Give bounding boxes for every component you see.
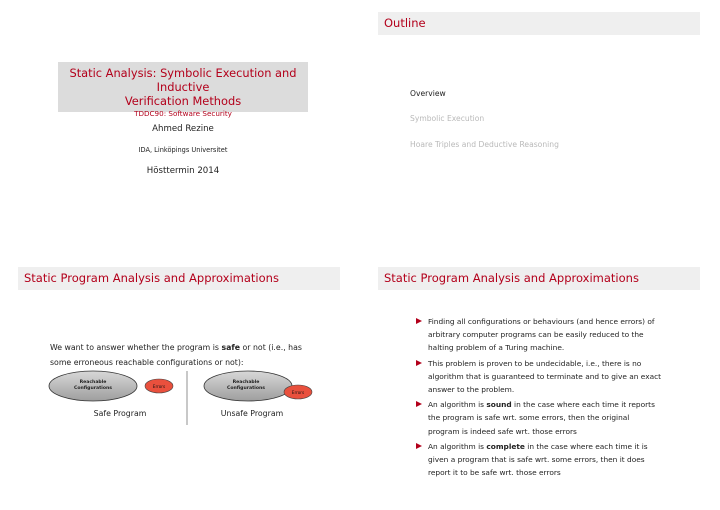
- outline-item-symbolic-execution[interactable]: Symbolic Execution: [410, 114, 485, 123]
- bullet-text-part: in the case where each time it reports: [511, 400, 655, 410]
- outline-item-hoare-triples[interactable]: Hoare Triples and Deductive Reasoning: [410, 140, 559, 149]
- question-text-part: We want to answer whether the program is: [50, 343, 222, 352]
- sound-keyword: sound: [486, 400, 512, 410]
- bullet-line: the program is safe wrt. some errors, then the original: [428, 413, 630, 423]
- errors-label: Errors: [291, 390, 305, 395]
- bullet-complete: [416, 440, 678, 480]
- bullet-line: [428, 440, 678, 453]
- bullet-line: program is indeed safe wrt. those errors: [428, 426, 577, 436]
- bullet-line: Finding all configurations or behaviours (and hence errors) of: [428, 317, 655, 326]
- title-line-2: Verification Methods: [124, 94, 242, 108]
- title-slide: [18, 10, 348, 245]
- bullet-text-part: in the case where each time it is: [524, 441, 648, 451]
- bullet-text-part: An algorithm is: [428, 441, 487, 451]
- title-box: [58, 62, 308, 118]
- title-line-1: Static Analysis: Symbolic Execution and Inductive: [69, 66, 297, 94]
- slide-title: Static Program Analysis and Approximations: [18, 267, 340, 290]
- complete-keyword: complete: [486, 441, 525, 451]
- bullet-line: This problem is proven to be undecidable, i.e., there is no: [428, 358, 642, 368]
- reachable-label-line-2: Configurations: [226, 386, 266, 391]
- presentation-title: [58, 66, 308, 108]
- question-text-part: or not (i.e., has: [240, 343, 302, 352]
- institution: IDA, Linköpings Universitet: [138, 146, 228, 154]
- safe-unsafe-diagram: [48, 369, 338, 429]
- bullet-text-part: An algorithm is: [428, 400, 487, 410]
- approximations-slide-1: [18, 265, 348, 500]
- slide-title: Static Program Analysis and Approximations: [378, 267, 700, 290]
- bullet-list: [416, 315, 678, 481]
- presentation-subtitle: TDDC90: Software Security: [134, 109, 232, 118]
- unsafe-program-caption: Unsafe Program: [220, 409, 284, 418]
- errors-label: Errors: [152, 384, 166, 389]
- reachable-label-line-1: Reachable: [232, 380, 260, 385]
- safe-program-caption: Safe Program: [93, 409, 147, 418]
- bullet-line: arbitrary computer programs can be easily reduced to the: [428, 330, 644, 340]
- question-line-2: some erroneous reachable configurations or not):: [50, 357, 244, 367]
- bullet-line: halting problem of a Turing machine.: [428, 343, 565, 353]
- outline-slide: [378, 10, 708, 245]
- bullet-line: given a program that is safe wrt. some errors, then it does: [428, 455, 645, 465]
- presentation-date: Hösttermin 2014: [146, 166, 220, 176]
- bullet-undecidable: [416, 357, 678, 397]
- bullet-halting-problem: [416, 315, 678, 355]
- author-name: Ahmed Rezine: [152, 124, 214, 134]
- bullet-triangle-icon: [416, 360, 422, 366]
- bullet-sound: [416, 398, 678, 438]
- reachable-label-line-2: Configurations: [73, 386, 113, 391]
- bullet-line: answer to the problem.: [428, 385, 515, 395]
- bullet-triangle-icon: [416, 318, 422, 324]
- reachable-label-line-1: Reachable: [79, 380, 107, 385]
- bullet-line: [428, 398, 678, 411]
- bullet-line: report it to be safe wrt. those errors: [428, 468, 561, 478]
- approximations-slide-2: [378, 265, 708, 500]
- bullet-triangle-icon: [416, 443, 422, 449]
- outline-item-overview[interactable]: Overview: [410, 89, 446, 98]
- bullet-line: algorithm that is guaranteed to terminate and to give an exact: [428, 371, 662, 381]
- safe-keyword: safe: [221, 343, 241, 352]
- slide-title: Outline: [378, 12, 700, 35]
- bullet-triangle-icon: [416, 401, 422, 407]
- question-line-1: [50, 341, 320, 356]
- question-text: [50, 341, 320, 370]
